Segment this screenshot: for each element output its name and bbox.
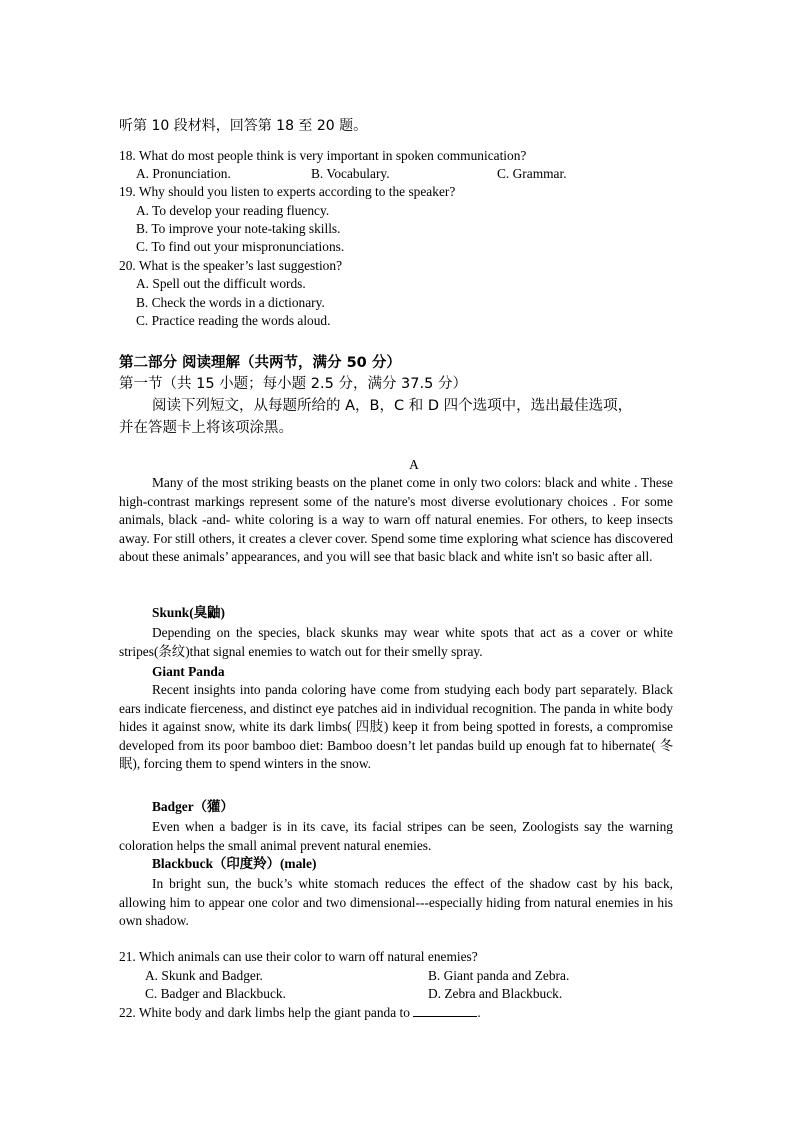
panda-paragraph: [119, 681, 673, 774]
answer-blank: [413, 1004, 477, 1017]
blackbuck-heading: Blackbuck（印度羚）(male): [152, 856, 317, 871]
question-22-stem: 22. White body and dark limbs help the giant panda to: [119, 1005, 410, 1020]
passage-letter: A: [409, 457, 419, 472]
skunk-text: Depending on the species, black skunks may wear white spots that act as a cover or white stripes(条纹)that signal enemies to watch out for their smelly spray.: [119, 625, 673, 659]
panda-text: Recent insights into panda coloring have come from studying each body part separately. Black ears indicate fierceness, and distinct eye patches aid in individual recognition. The panda in white body hides it against snow, white its dark limbs( 四肢) keep it from being spotted in forests, a compromise developed from its poor bamboo diet: Bamboo doesn’t let pandas build up enough fat to hibernate( 冬眠), forcing them to spend winters in the snow.: [119, 682, 673, 772]
passage-intro-paragraph: [119, 474, 673, 567]
question-19-option-a: A. To develop your reading fluency.: [136, 203, 330, 218]
question-20-stem: 20. What is the speaker’s last suggestion?: [119, 258, 343, 273]
question-19-option-b: B. To improve your note-taking skills.: [136, 221, 341, 236]
passage-intro-text: Many of the most striking beasts on the planet come in only two colors: black and white . These high-contrast markings represent some of the nature's most diverse evolutionary choices . For some animals, black -and- white coloring is a way to warn off natural enemies. For others, to keep insects away. For still others, it creates a clever cover. Spend some time exploring what science has discovered about these animals’ appearances, and you will see that basic black and white isn't so basic after all.: [119, 475, 673, 565]
blackbuck-text: In bright sun, the buck’s white stomach reduces the effect of the shadow cast by his back, allowing him to appear one color and two dimensional---especially hiding from natural enemies in his own shadow.: [119, 876, 673, 929]
question-20-option-b: B. Check the words in a dictionary.: [136, 295, 325, 310]
blackbuck-paragraph: [119, 875, 673, 931]
question-21-option-c: C. Badger and Blackbuck.: [145, 986, 286, 1001]
badger-heading: Badger（獾）: [152, 799, 234, 814]
badger-paragraph: [119, 818, 673, 855]
question-18-option-b: B. Vocabulary.: [311, 166, 390, 181]
panda-heading: Giant Panda: [152, 664, 225, 679]
question-19-stem: 19. Why should you listen to experts according to the speaker?: [119, 184, 456, 199]
part-two-title: 第二部分 阅读理解（共两节，满分 50 分）: [119, 355, 401, 371]
question-19-option-c: C. To find out your mispronunciations.: [136, 239, 345, 254]
skunk-paragraph: [119, 624, 673, 661]
instructions-line-1: 阅读下列短文，从每题所给的 A，B，C 和 D 四个选项中，选出最佳选项，: [152, 398, 633, 414]
question-20-option-c: C. Practice reading the words aloud.: [136, 313, 331, 328]
skunk-heading: Skunk(臭鼬): [152, 605, 225, 620]
question-21-stem: 21. Which animals can use their color to warn off natural enemies?: [119, 949, 478, 964]
question-22-end: .: [477, 1005, 481, 1020]
question-21-option-a: A. Skunk and Badger.: [145, 968, 263, 983]
question-18-option-c: C. Grammar.: [497, 166, 567, 181]
question-18-option-a: A. Pronunciation.: [136, 166, 231, 181]
question-21-option-b: B. Giant panda and Zebra.: [428, 968, 570, 983]
question-20-option-a: A. Spell out the difficult words.: [136, 276, 306, 291]
badger-text: Even when a badger is in its cave, its facial stripes can be seen, Zoologists say the warning coloration helps the small animal prevent natural enemies.: [119, 819, 673, 853]
question-18-stem: 18. What do most people think is very important in spoken communication?: [119, 148, 527, 163]
question-22: [119, 1004, 481, 1022]
section-one-title: 第一节（共 15 小题；每小题 2.5 分，满分 37.5 分）: [119, 376, 467, 392]
question-21-option-d: D. Zebra and Blackbuck.: [428, 986, 563, 1001]
listening-intro: 听第 10 段材料，回答第 18 至 20 题。: [119, 118, 368, 134]
instructions-line-2: 并在答题卡上将该项涂黑。: [119, 420, 293, 436]
